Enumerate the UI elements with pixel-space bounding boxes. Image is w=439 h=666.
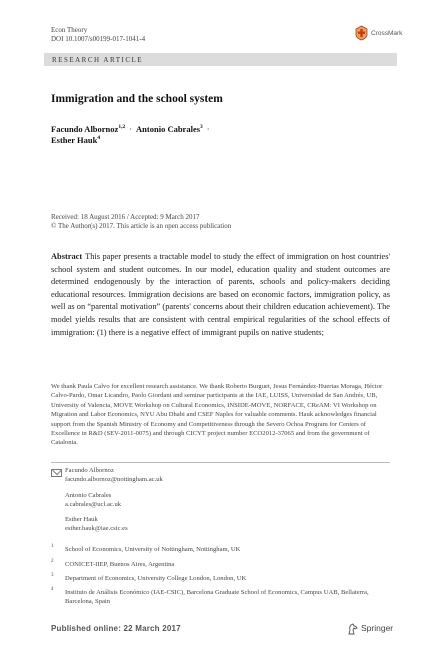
affiliation-text: CONICET-IIEP, Buenos Aires, Argentina: [65, 561, 175, 568]
acknowledgment-footnote: We thank Paula Calvo for excellent research assistance. We thank Roberto Burguet, Jesus Fernández-Huertas Moraga, Héctor Calvo-Pardo, Omar Licandro, Paolo Giordani and seminar participants at the IAE, LUISS, Universidad de San Andrés, UB, University of Valencia, MOVE Workshop on Cultural Economics, INSIDE-MOVE, NORFACE, CReAM: VI Workshop on Migration and Labor Economics, NYU Abu Dhabi and CSEF Naples for valuable comments. Hauk acknowledges financial support from the Spanish Ministry of Economy and Competitiveness through the Severo Ochoa Program for Centers of Excellence in R&D (SEV-2011-0075) and through CICYT project number ECO2012-37065 and from the government of Catalonia.: [51, 383, 383, 447]
author-list-line-1: [51, 124, 214, 134]
affiliation-number: 4: [51, 587, 54, 592]
author-affiliation-marker: 3: [200, 124, 203, 131]
contact-email[interactable]: esther.hauk@iae.csic.es: [65, 525, 128, 532]
crossmark-icon: [355, 25, 368, 41]
journal-name: Econ Theory: [51, 26, 88, 34]
springer-wordmark: Springer: [361, 623, 394, 633]
author-separator: ·: [129, 124, 133, 134]
abstract: [51, 251, 390, 363]
author-name[interactable]: Antonio Cabrales: [136, 124, 201, 134]
contact-name: Facundo Albornoz: [65, 467, 114, 474]
crossmark-badge[interactable]: [355, 25, 402, 41]
author-name[interactable]: Esther Hauk: [51, 135, 98, 145]
affiliation-text: Department of Economics, University College London, London, UK: [65, 575, 247, 582]
abstract-text: This paper presents a tractable model to study the effect of immigration on host countries' school system and student outcomes. In our model, education quality and student outcomes are determined endogenously by the interaction of parents, schools and policy-makers deciding educational resources. Immigration decisions are based on economic factors, immigration policy, as well as on “parental motivation” (parents' concerns about their children education achievement). The model yields results that are consistent with central empirical regularities of the school effects of immigration: (1) there is a negative effect of immigrant pupils on native students;: [51, 252, 390, 337]
contact-block: [65, 491, 121, 509]
author-separator: ·: [206, 124, 210, 134]
springer-horse-icon: [347, 622, 358, 634]
published-online-date: Published online: 22 March 2017: [51, 624, 181, 633]
affiliation-number: 3: [51, 573, 54, 578]
copyright-notice: © The Author(s) 2017. This article is an open access publication: [51, 222, 232, 230]
contact-block: [65, 466, 163, 484]
received-accepted-dates: Received: 18 August 2016 / Accepted: 9 March 2017: [51, 213, 200, 221]
contact-name: Antonio Cabrales: [65, 492, 112, 499]
affiliation-text: Instituto de Análisis Económico (IAE-CSIC), Barcelona Graduate School of Economics, Campus UAB, Bellaterra, Barcelona, Spain: [65, 589, 369, 605]
author-affiliation-marker: 4: [97, 135, 101, 142]
contact-email[interactable]: a.cabrales@ucl.ac.uk: [65, 501, 122, 508]
affiliation-text: School of Economics, University of Nottingham, Nottingham, UK: [65, 546, 241, 553]
abstract-label: Abstract: [51, 252, 83, 261]
author-affiliation-marker: 1,2: [118, 124, 126, 131]
springer-logo: [347, 622, 393, 634]
contact-name: Esther Hauk: [65, 516, 98, 523]
affiliation-number: 1: [51, 544, 54, 549]
author-list-line-2: [51, 135, 100, 145]
contact-email[interactable]: facundo.albornoz@nottingham.ac.uk: [65, 476, 163, 483]
footnote-divider: [51, 462, 390, 463]
email-envelope-icon: [51, 469, 62, 477]
crossmark-label: CrossMark: [371, 29, 403, 37]
article-type-label: RESEARCH ARTICLE: [52, 56, 144, 64]
contact-block: [65, 515, 128, 533]
doi-link[interactable]: DOI 10.1007/s00199-017-1041-4: [51, 35, 146, 43]
author-name[interactable]: Facundo Albornoz: [51, 124, 119, 134]
paper-title: Immigration and the school system: [51, 93, 223, 105]
affiliation-number: 2: [51, 559, 54, 564]
